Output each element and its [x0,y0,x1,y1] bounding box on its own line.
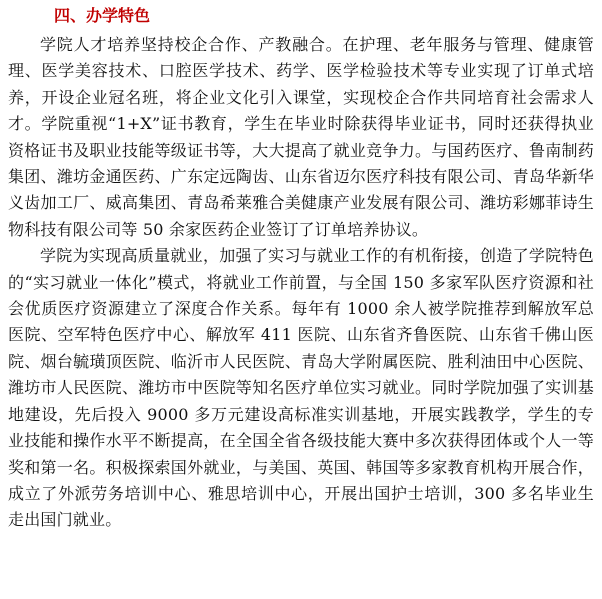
section-heading: 四、办学特色 [54,6,151,25]
paragraph-internship-employment: 学院为实现高质量就业，加强了实习与就业工作的有机衔接，创造了学院特色的“实习就业一体化”模式，将就业工作前置，与全国 150 多家军队医疗资源和社会优质医疗资源建立了深度合作关系。每年有 1000 余人被学院推荐到解放军总医院、空军特色医疗中心、解放军 411 医院、山东省齐鲁医院、山东省千佛山医院、烟台毓璜顶医院、临沂市人民医院、青岛大学附属医院、胜利油田中心医院、潍坊市人民医院、潍坊市中医院等知名医疗单位实习就业。同时学院加强了实训基地建设，先后投入 9000 多万元建设高标准实训基地，开展实践教学，学生的专业技能和操作水平不断提高，在全国全省各级技能大赛中多次获得团体或个人一等奖和第一名。积极探索国外就业，与美国、英国、韩国等多家教育机构开展合作，成立了外派劳务培训中心、雅思培训中心，开展出国护士培训，300 多名毕业生走出国门就业。 [8,246,594,530]
paragraph-school-enterprise-cooperation: 学院人才培养坚持校企合作、产教融合。在护理、老年服务与管理、健康管理、医学美容技术、口腔医学技术、药学、医学检验技术等专业实现了订单式培养，开设企业冠名班，将企业文化引入课堂，实现校企合作共同培育社会需求人才。学院重视“1+X”证书教育，学生在毕业时除获得毕业证书，同时还获得执业资格证书及职业技能等级证书等，大大提高了就业竞争力。与国药医疗、鲁南制药集团、潍坊金通医药、广东定远陶齿、山东省迈尔医疗科技有限公司、青岛华新华义齿加工厂、威高集团、青岛希莱雅合美健康产业发展有限公司、潍坊彩娜菲诗生物科技有限公司等 50 余家医药企业签订了订单培养协议。 [8,35,594,239]
